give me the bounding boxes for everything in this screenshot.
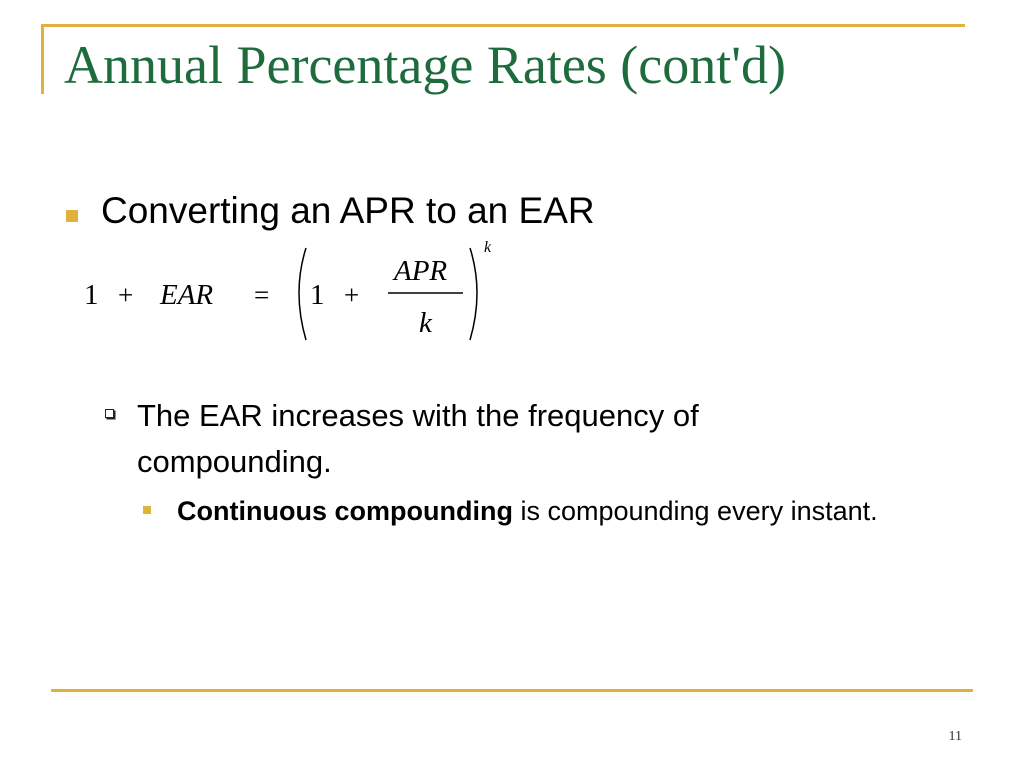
formula-plus: + xyxy=(118,280,134,310)
continuous-compounding-definition: is compounding every instant. xyxy=(512,496,878,526)
bullet-continuous-compounding xyxy=(177,491,907,531)
page-number: 11 xyxy=(948,729,962,744)
formula-numerator: APR xyxy=(394,255,448,287)
bullet-ear-increases: The EAR increases with the frequency of compounding. xyxy=(137,398,699,479)
right-paren-icon xyxy=(470,248,477,340)
ear-formula xyxy=(70,236,510,346)
formula-one: 1 xyxy=(84,279,99,311)
formula-plus-inner: + xyxy=(344,280,360,310)
formula-denominator: k xyxy=(419,307,432,339)
left-accent-line xyxy=(41,24,44,94)
square-bullet-icon xyxy=(66,210,78,222)
slide-title: Annual Percentage Rates (cont'd) xyxy=(64,35,786,95)
formula-one-inner: 1 xyxy=(310,279,325,311)
small-square-bullet-icon xyxy=(143,506,151,514)
formula-exponent: k xyxy=(484,239,492,256)
top-accent-line xyxy=(41,24,965,27)
left-paren-icon xyxy=(299,248,306,340)
continuous-compounding-term: Continuous compounding xyxy=(177,496,513,526)
formula-ear: EAR xyxy=(160,279,214,311)
bullet-converting-apr: Converting an APR to an EAR xyxy=(101,190,595,231)
hollow-square-bullet-icon xyxy=(105,409,114,418)
formula-equals: = xyxy=(254,280,270,310)
footer-accent-line xyxy=(51,689,973,692)
